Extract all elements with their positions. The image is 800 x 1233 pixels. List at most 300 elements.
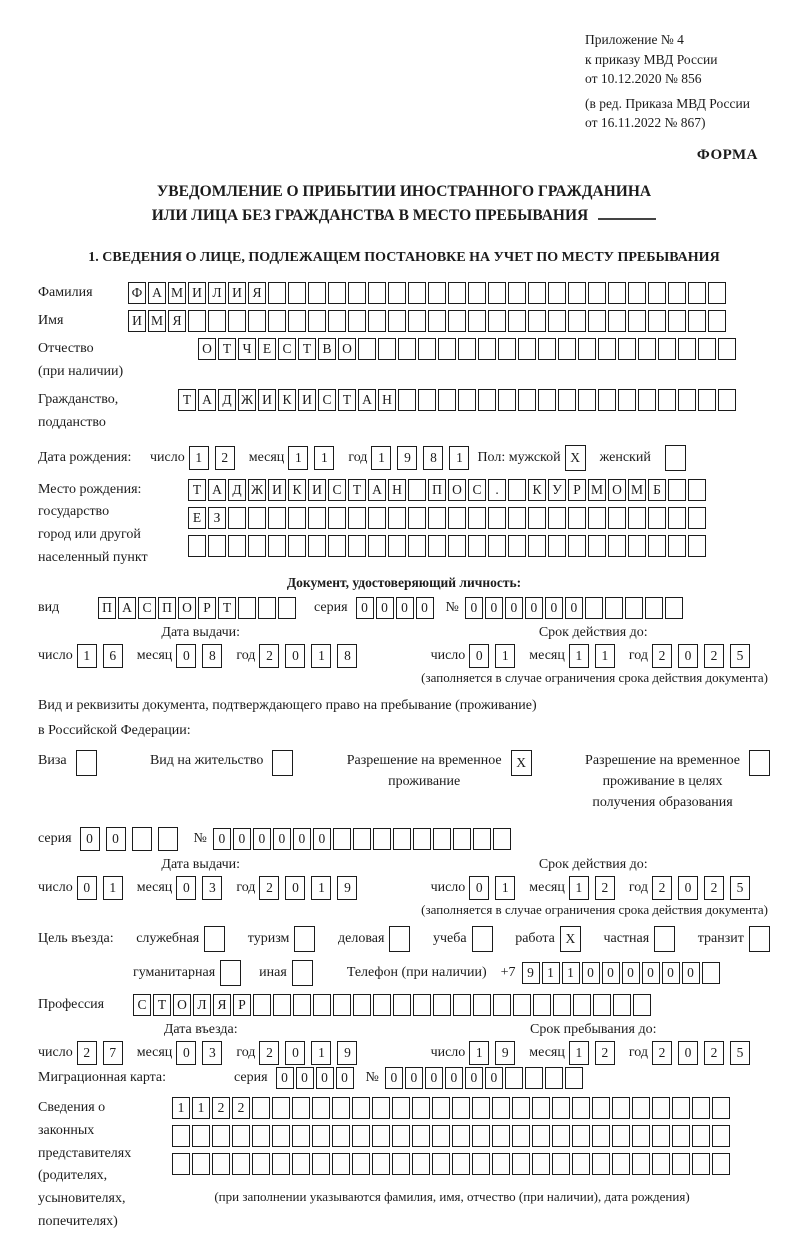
- char-cell[interactable]: [625, 597, 643, 619]
- char-cell[interactable]: [252, 1097, 270, 1119]
- char-cell[interactable]: 2: [259, 1041, 279, 1065]
- char-cell[interactable]: [398, 338, 416, 360]
- char-cell[interactable]: [248, 507, 266, 529]
- char-cell[interactable]: [665, 445, 686, 471]
- char-cell[interactable]: [652, 1125, 670, 1147]
- char-cell[interactable]: [76, 750, 97, 776]
- char-cell[interactable]: Ч: [238, 338, 256, 360]
- char-cell[interactable]: 0: [622, 962, 640, 984]
- char-cell[interactable]: [712, 1097, 730, 1119]
- char-cell[interactable]: 1: [311, 1041, 331, 1065]
- char-cell[interactable]: [718, 338, 736, 360]
- char-cell[interactable]: [258, 597, 276, 619]
- char-cell[interactable]: [572, 1097, 590, 1119]
- char-cell[interactable]: [672, 1125, 690, 1147]
- char-cell[interactable]: [512, 1097, 530, 1119]
- char-cell[interactable]: 1: [371, 446, 391, 470]
- char-cell[interactable]: [412, 1097, 430, 1119]
- char-cell[interactable]: У: [548, 479, 566, 501]
- char-cell[interactable]: [294, 926, 315, 952]
- char-cell[interactable]: [488, 535, 506, 557]
- char-cell[interactable]: [373, 828, 391, 850]
- char-cell[interactable]: Е: [188, 507, 206, 529]
- char-cell[interactable]: [458, 338, 476, 360]
- char-cell[interactable]: [413, 828, 431, 850]
- char-cell[interactable]: [692, 1125, 710, 1147]
- char-cell[interactable]: К: [278, 389, 296, 411]
- char-cell[interactable]: [565, 1067, 583, 1089]
- char-cell[interactable]: 9: [337, 876, 357, 900]
- char-cell[interactable]: [658, 338, 676, 360]
- char-cell[interactable]: 1: [542, 962, 560, 984]
- char-cell[interactable]: [492, 1153, 510, 1175]
- char-cell[interactable]: 0: [465, 597, 483, 619]
- char-cell[interactable]: Я: [248, 282, 266, 304]
- char-cell[interactable]: 0: [545, 597, 563, 619]
- char-cell[interactable]: [498, 338, 516, 360]
- char-cell[interactable]: 0: [682, 962, 700, 984]
- char-cell[interactable]: [372, 1097, 390, 1119]
- char-cell[interactable]: [538, 338, 556, 360]
- char-cell[interactable]: 0: [176, 1041, 196, 1065]
- char-cell[interactable]: [448, 507, 466, 529]
- char-cell[interactable]: [702, 962, 720, 984]
- char-cell[interactable]: [248, 310, 266, 332]
- char-cell[interactable]: 0: [356, 597, 374, 619]
- char-cell[interactable]: [228, 310, 246, 332]
- char-cell[interactable]: [588, 507, 606, 529]
- char-cell[interactable]: [608, 310, 626, 332]
- char-cell[interactable]: 0: [678, 876, 698, 900]
- char-cell[interactable]: [558, 338, 576, 360]
- char-cell[interactable]: [628, 310, 646, 332]
- char-cell[interactable]: С: [138, 597, 156, 619]
- char-cell[interactable]: 0: [77, 876, 97, 900]
- char-cell[interactable]: [398, 389, 416, 411]
- char-cell[interactable]: О: [448, 479, 466, 501]
- char-cell[interactable]: А: [198, 389, 216, 411]
- char-cell[interactable]: [388, 310, 406, 332]
- char-cell[interactable]: Р: [568, 479, 586, 501]
- char-cell[interactable]: [473, 828, 491, 850]
- char-cell[interactable]: 0: [80, 827, 100, 851]
- char-cell[interactable]: [658, 389, 676, 411]
- char-cell[interactable]: [353, 828, 371, 850]
- char-cell[interactable]: [412, 1153, 430, 1175]
- char-cell[interactable]: [708, 310, 726, 332]
- char-cell[interactable]: [332, 1097, 350, 1119]
- char-cell[interactable]: [268, 507, 286, 529]
- char-cell[interactable]: Т: [338, 389, 356, 411]
- char-cell[interactable]: 0: [582, 962, 600, 984]
- char-cell[interactable]: [588, 310, 606, 332]
- char-cell[interactable]: 0: [565, 597, 583, 619]
- char-cell[interactable]: [492, 1097, 510, 1119]
- char-cell[interactable]: И: [298, 389, 316, 411]
- char-cell[interactable]: [352, 1097, 370, 1119]
- char-cell[interactable]: М: [148, 310, 166, 332]
- char-cell[interactable]: А: [368, 479, 386, 501]
- char-cell[interactable]: [608, 282, 626, 304]
- char-cell[interactable]: [332, 1125, 350, 1147]
- char-cell[interactable]: [408, 479, 426, 501]
- char-cell[interactable]: [438, 389, 456, 411]
- char-cell[interactable]: [518, 389, 536, 411]
- char-cell[interactable]: С: [328, 479, 346, 501]
- char-cell[interactable]: [492, 1125, 510, 1147]
- char-cell[interactable]: 2: [704, 876, 724, 900]
- char-cell[interactable]: Я: [213, 994, 231, 1016]
- char-cell[interactable]: [528, 507, 546, 529]
- char-cell[interactable]: 1: [77, 644, 97, 668]
- char-cell[interactable]: [552, 1125, 570, 1147]
- char-cell[interactable]: Р: [233, 994, 251, 1016]
- char-cell[interactable]: [612, 1153, 630, 1175]
- char-cell[interactable]: 2: [652, 876, 672, 900]
- char-cell[interactable]: [332, 1153, 350, 1175]
- char-cell[interactable]: [452, 1125, 470, 1147]
- char-cell[interactable]: [232, 1125, 250, 1147]
- char-cell[interactable]: [532, 1097, 550, 1119]
- char-cell[interactable]: [272, 1153, 290, 1175]
- char-cell[interactable]: [628, 507, 646, 529]
- char-cell[interactable]: [353, 994, 371, 1016]
- char-cell[interactable]: [308, 507, 326, 529]
- char-cell[interactable]: [292, 960, 313, 986]
- char-cell[interactable]: 1: [595, 644, 615, 668]
- char-cell[interactable]: [708, 282, 726, 304]
- char-cell[interactable]: [473, 994, 491, 1016]
- char-cell[interactable]: [308, 282, 326, 304]
- char-cell[interactable]: 8: [337, 644, 357, 668]
- char-cell[interactable]: А: [118, 597, 136, 619]
- char-cell[interactable]: [668, 507, 686, 529]
- char-cell[interactable]: [389, 926, 410, 952]
- char-cell[interactable]: [433, 828, 451, 850]
- char-cell[interactable]: [478, 338, 496, 360]
- char-cell[interactable]: 7: [103, 1041, 123, 1065]
- char-cell[interactable]: [292, 1153, 310, 1175]
- char-cell[interactable]: 8: [202, 644, 222, 668]
- char-cell[interactable]: [508, 535, 526, 557]
- char-cell[interactable]: [172, 1153, 190, 1175]
- char-cell[interactable]: [458, 389, 476, 411]
- char-cell[interactable]: 2: [232, 1097, 250, 1119]
- char-cell[interactable]: О: [198, 338, 216, 360]
- char-cell[interactable]: [418, 389, 436, 411]
- char-cell[interactable]: [228, 507, 246, 529]
- char-cell[interactable]: [528, 535, 546, 557]
- char-cell[interactable]: И: [228, 282, 246, 304]
- char-cell[interactable]: [493, 994, 511, 1016]
- char-cell[interactable]: 9: [337, 1041, 357, 1065]
- char-cell[interactable]: 0: [176, 876, 196, 900]
- char-cell[interactable]: [288, 282, 306, 304]
- char-cell[interactable]: [453, 994, 471, 1016]
- char-cell[interactable]: [552, 1153, 570, 1175]
- char-cell[interactable]: [508, 479, 526, 501]
- char-cell[interactable]: 6: [103, 644, 123, 668]
- char-cell[interactable]: С: [468, 479, 486, 501]
- char-cell[interactable]: [498, 389, 516, 411]
- char-cell[interactable]: [512, 1153, 530, 1175]
- char-cell[interactable]: [568, 535, 586, 557]
- char-cell[interactable]: [452, 1097, 470, 1119]
- char-cell[interactable]: [692, 1097, 710, 1119]
- char-cell[interactable]: [528, 282, 546, 304]
- char-cell[interactable]: [668, 535, 686, 557]
- char-cell[interactable]: [358, 338, 376, 360]
- char-cell[interactable]: [668, 310, 686, 332]
- char-cell[interactable]: [418, 338, 436, 360]
- char-cell[interactable]: [513, 994, 531, 1016]
- char-cell[interactable]: [288, 535, 306, 557]
- char-cell[interactable]: [448, 282, 466, 304]
- char-cell[interactable]: [348, 282, 366, 304]
- char-cell[interactable]: 1: [569, 876, 589, 900]
- char-cell[interactable]: [272, 750, 293, 776]
- char-cell[interactable]: 0: [376, 597, 394, 619]
- char-cell[interactable]: [388, 535, 406, 557]
- char-cell[interactable]: [698, 389, 716, 411]
- char-cell[interactable]: [312, 1097, 330, 1119]
- char-cell[interactable]: [478, 389, 496, 411]
- char-cell[interactable]: [493, 828, 511, 850]
- char-cell[interactable]: [532, 1153, 550, 1175]
- char-cell[interactable]: И: [308, 479, 326, 501]
- char-cell[interactable]: И: [268, 479, 286, 501]
- char-cell[interactable]: Т: [178, 389, 196, 411]
- char-cell[interactable]: [712, 1153, 730, 1175]
- char-cell[interactable]: 0: [285, 644, 305, 668]
- char-cell[interactable]: 2: [595, 876, 615, 900]
- char-cell[interactable]: [378, 338, 396, 360]
- char-cell[interactable]: 5: [730, 876, 750, 900]
- char-cell[interactable]: [292, 1097, 310, 1119]
- char-cell[interactable]: С: [133, 994, 151, 1016]
- char-cell[interactable]: [628, 535, 646, 557]
- char-cell[interactable]: [432, 1125, 450, 1147]
- char-cell[interactable]: [552, 1097, 570, 1119]
- char-cell[interactable]: 0: [678, 644, 698, 668]
- char-cell[interactable]: 3: [202, 1041, 222, 1065]
- char-cell[interactable]: [472, 1153, 490, 1175]
- char-cell[interactable]: Б: [648, 479, 666, 501]
- char-cell[interactable]: 0: [485, 1067, 503, 1089]
- char-cell[interactable]: 0: [233, 828, 251, 850]
- char-cell[interactable]: И: [188, 282, 206, 304]
- char-cell[interactable]: 0: [642, 962, 660, 984]
- char-cell[interactable]: Я: [168, 310, 186, 332]
- char-cell[interactable]: [388, 507, 406, 529]
- char-cell[interactable]: [393, 828, 411, 850]
- char-cell[interactable]: З: [208, 507, 226, 529]
- char-cell[interactable]: 1: [449, 446, 469, 470]
- char-cell[interactable]: [220, 960, 241, 986]
- char-cell[interactable]: [538, 389, 556, 411]
- char-cell[interactable]: [618, 389, 636, 411]
- char-cell[interactable]: 0: [602, 962, 620, 984]
- char-cell[interactable]: М: [168, 282, 186, 304]
- char-cell[interactable]: [328, 535, 346, 557]
- char-cell[interactable]: [688, 535, 706, 557]
- char-cell[interactable]: [388, 282, 406, 304]
- char-cell[interactable]: Е: [258, 338, 276, 360]
- char-cell[interactable]: [192, 1153, 210, 1175]
- char-cell[interactable]: [532, 1125, 550, 1147]
- char-cell[interactable]: [408, 507, 426, 529]
- char-cell[interactable]: 0: [253, 828, 271, 850]
- char-cell[interactable]: [558, 389, 576, 411]
- char-cell[interactable]: [453, 828, 471, 850]
- char-cell[interactable]: [432, 1153, 450, 1175]
- char-cell[interactable]: [468, 310, 486, 332]
- char-cell[interactable]: [268, 310, 286, 332]
- char-cell[interactable]: [278, 597, 296, 619]
- char-cell[interactable]: [468, 507, 486, 529]
- char-cell[interactable]: [468, 535, 486, 557]
- char-cell[interactable]: [208, 535, 226, 557]
- char-cell[interactable]: [688, 310, 706, 332]
- char-cell[interactable]: [452, 1153, 470, 1175]
- char-cell[interactable]: 0: [213, 828, 231, 850]
- char-cell[interactable]: [268, 282, 286, 304]
- char-cell[interactable]: И: [258, 389, 276, 411]
- char-cell[interactable]: [472, 1125, 490, 1147]
- char-cell[interactable]: С: [278, 338, 296, 360]
- char-cell[interactable]: .: [488, 479, 506, 501]
- char-cell[interactable]: [448, 310, 466, 332]
- char-cell[interactable]: 1: [192, 1097, 210, 1119]
- char-cell[interactable]: Т: [153, 994, 171, 1016]
- char-cell[interactable]: И: [128, 310, 146, 332]
- char-cell[interactable]: [392, 1097, 410, 1119]
- char-cell[interactable]: [508, 310, 526, 332]
- char-cell[interactable]: 1: [314, 446, 334, 470]
- char-cell[interactable]: [548, 282, 566, 304]
- char-cell[interactable]: [525, 1067, 543, 1089]
- char-cell[interactable]: 0: [425, 1067, 443, 1089]
- char-cell[interactable]: 0: [385, 1067, 403, 1089]
- char-cell[interactable]: [308, 535, 326, 557]
- char-cell[interactable]: [608, 535, 626, 557]
- char-cell[interactable]: [212, 1153, 230, 1175]
- char-cell[interactable]: 1: [569, 1041, 589, 1065]
- char-cell[interactable]: 0: [296, 1067, 314, 1089]
- char-cell[interactable]: [628, 282, 646, 304]
- char-cell[interactable]: Д: [218, 389, 236, 411]
- char-cell[interactable]: 1: [189, 446, 209, 470]
- char-cell[interactable]: 2: [704, 644, 724, 668]
- char-cell[interactable]: [433, 994, 451, 1016]
- char-cell[interactable]: 1: [103, 876, 123, 900]
- char-cell[interactable]: [204, 926, 225, 952]
- char-cell[interactable]: [372, 1125, 390, 1147]
- char-cell[interactable]: [272, 1097, 290, 1119]
- char-cell[interactable]: 0: [273, 828, 291, 850]
- char-cell[interactable]: [573, 994, 591, 1016]
- char-cell[interactable]: А: [358, 389, 376, 411]
- char-cell[interactable]: [312, 1153, 330, 1175]
- char-cell[interactable]: 0: [465, 1067, 483, 1089]
- char-cell[interactable]: [333, 994, 351, 1016]
- char-cell[interactable]: О: [173, 994, 191, 1016]
- char-cell[interactable]: [428, 535, 446, 557]
- char-cell[interactable]: 0: [525, 597, 543, 619]
- char-cell[interactable]: [672, 1153, 690, 1175]
- char-cell[interactable]: Д: [228, 479, 246, 501]
- char-cell[interactable]: [712, 1125, 730, 1147]
- char-cell[interactable]: [508, 507, 526, 529]
- char-cell[interactable]: [612, 1125, 630, 1147]
- char-cell[interactable]: 1: [569, 644, 589, 668]
- char-cell[interactable]: 9: [522, 962, 540, 984]
- char-cell[interactable]: [688, 507, 706, 529]
- char-cell[interactable]: [508, 282, 526, 304]
- char-cell[interactable]: [578, 338, 596, 360]
- char-cell[interactable]: [468, 282, 486, 304]
- char-cell[interactable]: Н: [388, 479, 406, 501]
- char-cell[interactable]: Р: [198, 597, 216, 619]
- char-cell[interactable]: [352, 1153, 370, 1175]
- char-cell[interactable]: 0: [485, 597, 503, 619]
- char-cell[interactable]: [618, 338, 636, 360]
- char-cell[interactable]: 0: [405, 1067, 423, 1089]
- char-cell[interactable]: Т: [348, 479, 366, 501]
- char-cell[interactable]: 0: [285, 876, 305, 900]
- char-cell[interactable]: [749, 926, 770, 952]
- char-cell[interactable]: [432, 1097, 450, 1119]
- char-cell[interactable]: [333, 828, 351, 850]
- char-cell[interactable]: [372, 1153, 390, 1175]
- char-cell[interactable]: 8: [423, 446, 443, 470]
- char-cell[interactable]: Л: [208, 282, 226, 304]
- char-cell[interactable]: [548, 507, 566, 529]
- char-cell[interactable]: [268, 535, 286, 557]
- char-cell[interactable]: 9: [397, 446, 417, 470]
- char-cell[interactable]: [293, 994, 311, 1016]
- char-cell[interactable]: 1: [469, 1041, 489, 1065]
- char-cell[interactable]: Т: [298, 338, 316, 360]
- char-cell[interactable]: [228, 535, 246, 557]
- char-cell[interactable]: 0: [396, 597, 414, 619]
- char-cell[interactable]: [593, 994, 611, 1016]
- char-cell[interactable]: Ж: [248, 479, 266, 501]
- char-cell[interactable]: А: [208, 479, 226, 501]
- char-cell[interactable]: [652, 1097, 670, 1119]
- char-cell[interactable]: X: [560, 926, 581, 952]
- char-cell[interactable]: [692, 1153, 710, 1175]
- char-cell[interactable]: О: [178, 597, 196, 619]
- char-cell[interactable]: 1: [288, 446, 308, 470]
- char-cell[interactable]: 1: [311, 644, 331, 668]
- char-cell[interactable]: [613, 994, 631, 1016]
- char-cell[interactable]: 0: [505, 597, 523, 619]
- char-cell[interactable]: [592, 1097, 610, 1119]
- char-cell[interactable]: [368, 310, 386, 332]
- char-cell[interactable]: А: [148, 282, 166, 304]
- char-cell[interactable]: Т: [188, 479, 206, 501]
- char-cell[interactable]: [352, 1125, 370, 1147]
- char-cell[interactable]: [273, 994, 291, 1016]
- char-cell[interactable]: [392, 1153, 410, 1175]
- char-cell[interactable]: [488, 507, 506, 529]
- char-cell[interactable]: П: [158, 597, 176, 619]
- char-cell[interactable]: 5: [730, 644, 750, 668]
- char-cell[interactable]: К: [288, 479, 306, 501]
- char-cell[interactable]: [592, 1153, 610, 1175]
- char-cell[interactable]: М: [588, 479, 606, 501]
